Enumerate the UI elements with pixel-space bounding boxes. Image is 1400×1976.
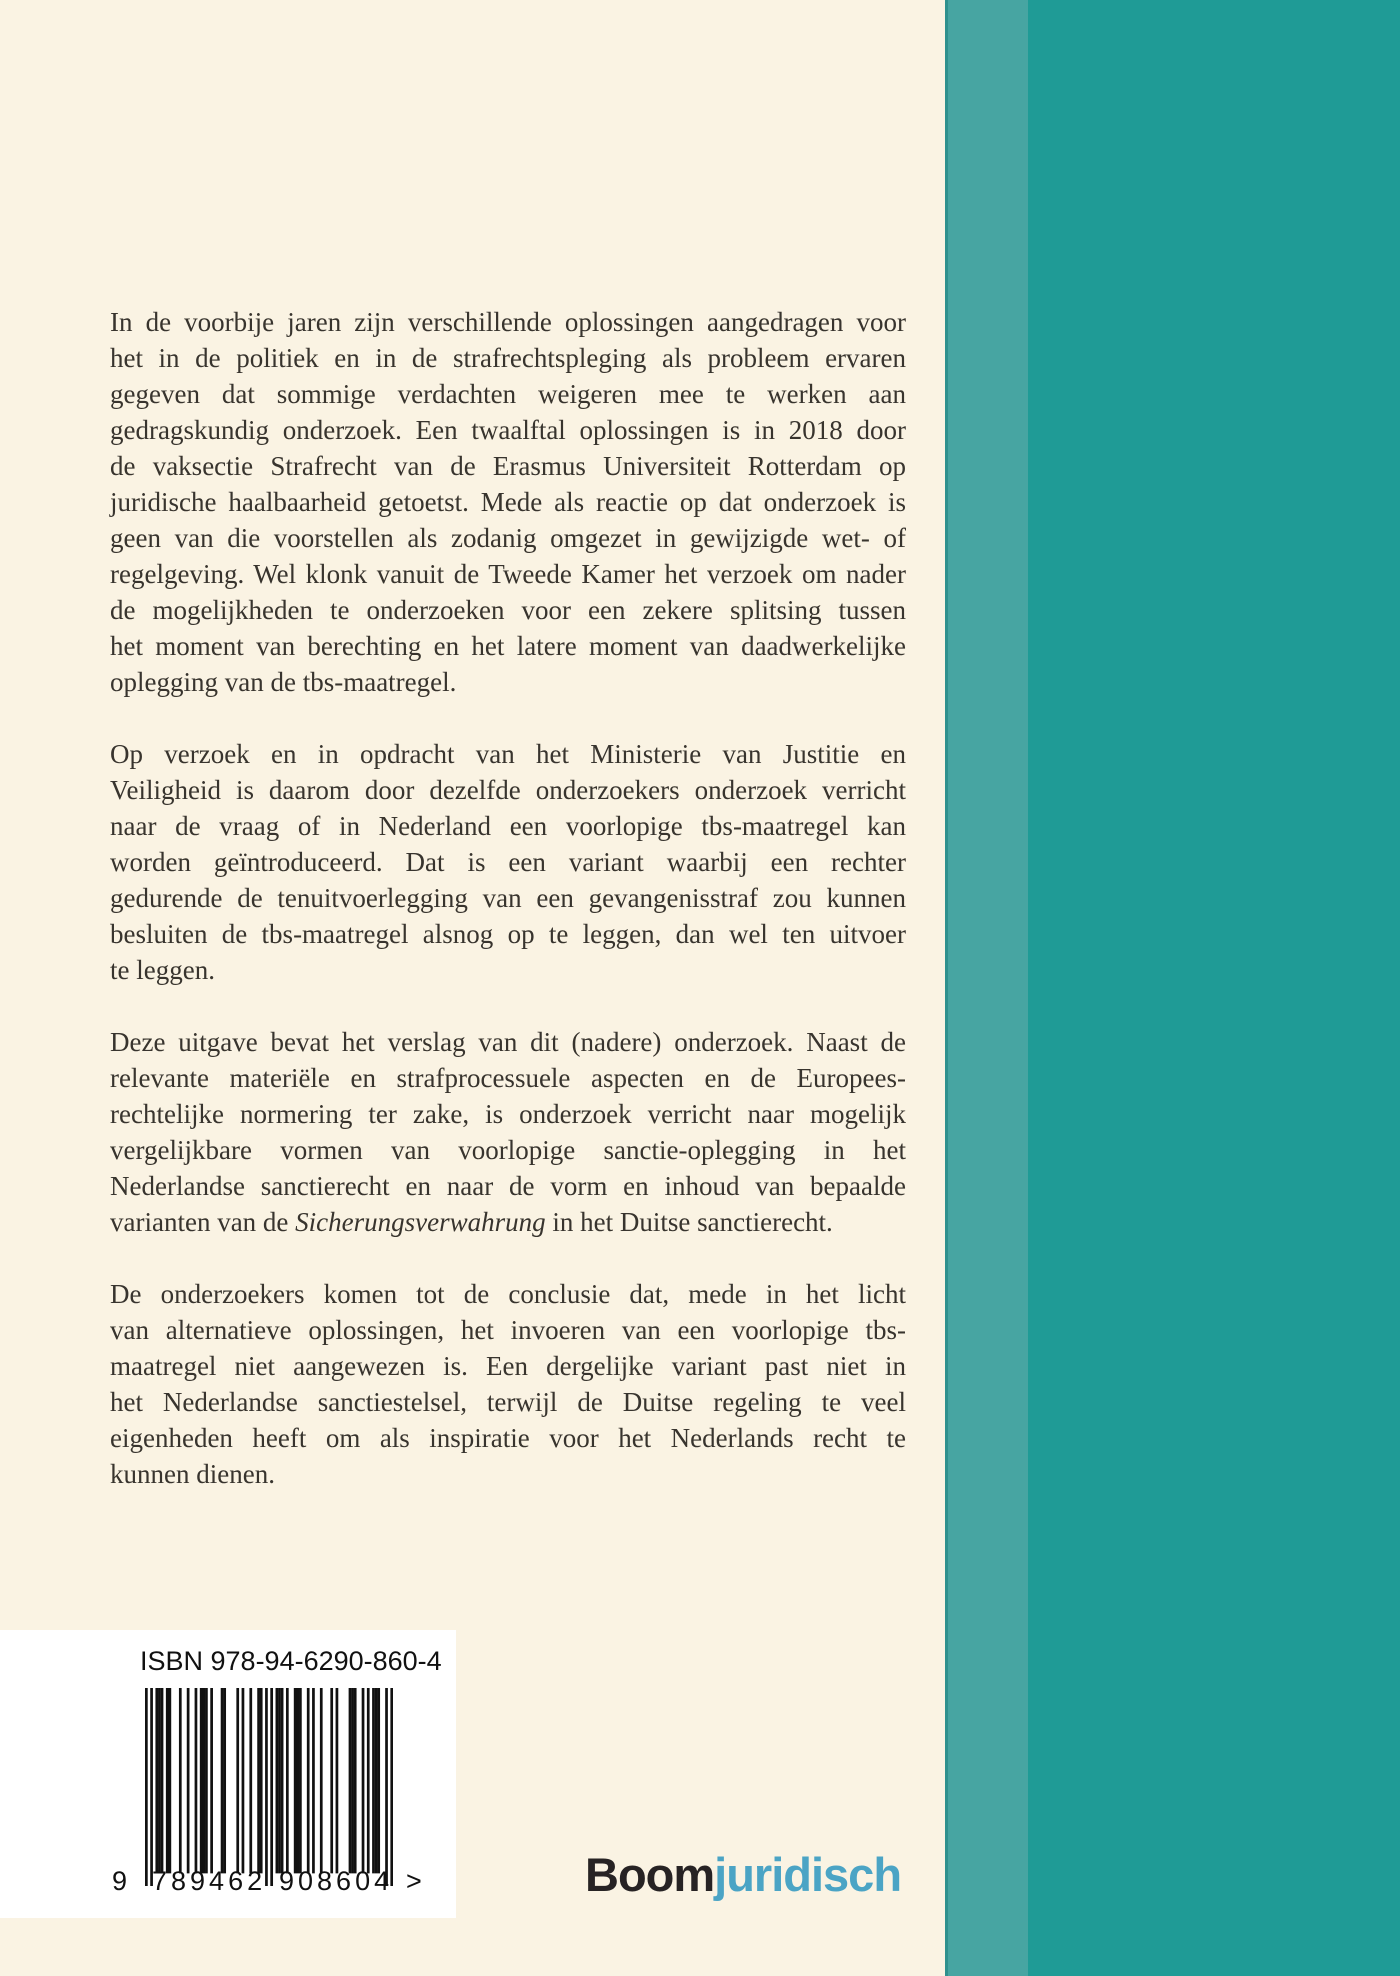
text-line: juridische haalbaarheid getoetst. Mede als reactie op dat onderzoek is xyxy=(110,487,906,517)
text-line: In de voorbije jaren zijn verschillende oplossingen aangedragen voor xyxy=(110,307,906,337)
text-line: van alternatieve oplossingen, het invoeren van een voorlopige tbs- xyxy=(110,1315,906,1345)
paragraph xyxy=(110,1276,906,1492)
text-line: geen van die voorstellen als zodanig omgezet in gewijzigde wet- of xyxy=(110,523,906,553)
barcode-digits xyxy=(0,1866,456,1906)
text-line: het moment van berechting en het latere moment van daadwerkelijke xyxy=(110,631,906,661)
isbn-barcode-box xyxy=(0,1630,456,1918)
isbn-label: ISBN 978-94-6290-860-4 xyxy=(140,1646,442,1676)
text-line: besluiten de tbs-maatregel alsnog op te leggen, dan wel ten uitvoer xyxy=(110,919,906,949)
text-line: eigenheden heeft om als inspiratie voor het Nederlands recht te xyxy=(110,1423,906,1453)
barcode-chevron: > xyxy=(406,1866,422,1896)
barcode-digits-right: 908604 xyxy=(279,1866,394,1896)
paragraph xyxy=(110,736,906,988)
text-line: Veiligheid is daarom door dezelfde onderzoekers onderzoek verricht xyxy=(110,775,906,805)
logo-boom-text: Boom xyxy=(585,1848,715,1901)
text-line: oplegging van de tbs-maatregel. xyxy=(110,667,457,697)
text-line: gegeven dat sommige verdachten weigeren mee te werken aan xyxy=(110,379,906,409)
spine-stripe-light xyxy=(945,0,1031,1976)
text-line: Op verzoek en in opdracht van het Ministerie van Justitie en xyxy=(110,739,906,769)
publisher-logo xyxy=(585,1847,901,1902)
text-line: relevante materiële en strafprocessuele aspecten en de Europees- xyxy=(110,1063,906,1093)
barcode-icon xyxy=(145,1688,393,1886)
text-line: naar de vraag of in Nederland een voorlopige tbs-maatregel kan xyxy=(110,811,906,841)
text-line: gedurende de tenuitvoerlegging van een gevangenisstraf zou kunnen xyxy=(110,883,906,913)
spine-stripe-dark xyxy=(1028,0,1400,1976)
text-line: Nederlandse sanctierecht en naar de vorm en inhoud van bepaalde xyxy=(110,1171,906,1201)
text-line: de mogelijkheden te onderzoeken voor een zekere splitsing tussen xyxy=(110,595,906,625)
paragraph xyxy=(110,1024,906,1240)
text-line: gedragskundig onderzoek. Een twaalftal oplossingen is in 2018 door xyxy=(110,415,906,445)
barcode-digit-lead: 9 xyxy=(112,1866,128,1896)
text-line: het Nederlandse sanctiestelsel, terwijl de Duitse regeling te veel xyxy=(110,1387,906,1417)
text-line: varianten van de Sicherungsverwahrung in het Duitse sanctierecht. xyxy=(110,1207,833,1237)
text-line: De onderzoekers komen tot de conclusie dat, mede in het licht xyxy=(110,1279,906,1309)
text-line: maatregel niet aangewezen is. Een dergelijke variant past niet in xyxy=(110,1351,906,1381)
paragraph xyxy=(110,304,906,700)
barcode-digits-left: 789462 xyxy=(152,1866,267,1896)
text-line: vergelijkbare vormen van voorlopige sanctie-oplegging in het xyxy=(110,1135,906,1165)
logo-juridisch-text: juridisch xyxy=(714,1848,902,1901)
text-line: te leggen. xyxy=(110,955,215,985)
text-line: worden geïntroduceerd. Dat is een variant waarbij een rechter xyxy=(110,847,906,877)
text-line: kunnen dienen. xyxy=(110,1459,275,1489)
text-line: het in de politiek en in de strafrechtspleging als probleem ervaren xyxy=(110,343,906,373)
text-line: rechtelijke normering ter zake, is onderzoek verricht naar mogelijk xyxy=(110,1099,906,1129)
text-line: de vaksectie Strafrecht van de Erasmus Universiteit Rotterdam op xyxy=(110,451,906,481)
text-line: regelgeving. Wel klonk vanuit de Tweede Kamer het verzoek om nader xyxy=(110,559,906,589)
body-paragraphs xyxy=(110,304,906,1492)
text-line: Deze uitgave bevat het verslag van dit (nadere) onderzoek. Naast de xyxy=(110,1027,906,1057)
